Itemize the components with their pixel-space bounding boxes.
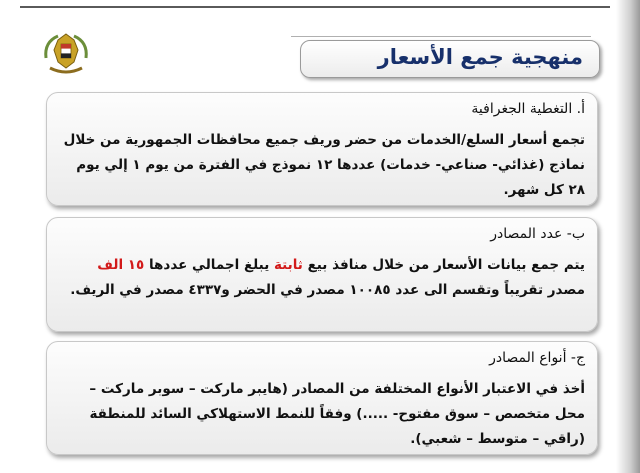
- emphasis-fixed-outlets: ثابتة: [273, 257, 303, 273]
- body-text-part: يبلغ اجمالي عددها: [144, 257, 274, 273]
- section-heading: ب- عدد المصادر: [490, 226, 585, 242]
- section-number-of-sources: [46, 217, 598, 332]
- right-edge-shadow: [616, 0, 640, 473]
- top-divider: [20, 6, 610, 8]
- section-heading: ج- أنواع المصادر: [489, 350, 585, 366]
- emphasis-source-count: ١٥ الف: [97, 257, 145, 273]
- section-heading: أ. التغطية الجغرافية: [471, 101, 585, 117]
- section-body: [57, 253, 585, 303]
- body-text-part: مصدر تقريباً وتقسم الى عدد ١٠٠٨٥ مصدر في الحضر و٤٣٣٧ مصدر في الريف.: [70, 282, 585, 298]
- section-body: تجمع أسعار السلع/الخدمات من حضر وريف جميع محافظات الجمهورية من خلال نماذج (غذائي- صناعي- خدمات) عددها ١٢ نموذج في الفترة من يوم ١ إلي يوم ٢٨ كل شهر.: [63, 132, 585, 198]
- title-banner: [300, 40, 600, 78]
- section-source-types: [46, 341, 598, 455]
- emblem-logo: [40, 28, 92, 76]
- section-body: أخذ في الاعتبار الأنواع المختلفة من المصادر (هايبر ماركت – سوبر ماركت – محل متخصص – سوق مفتوح- .....) وفقاً للنمط الاستهلاكي السائد للمنطقة (راقي – متوسط – شعبي).: [89, 381, 585, 447]
- section-geographic-coverage: [46, 92, 598, 206]
- body-text-part: يتم جمع بيانات الأسعار من خلال منافذ بيع: [302, 257, 585, 273]
- page-title: منهجية جمع الأسعار: [377, 45, 583, 69]
